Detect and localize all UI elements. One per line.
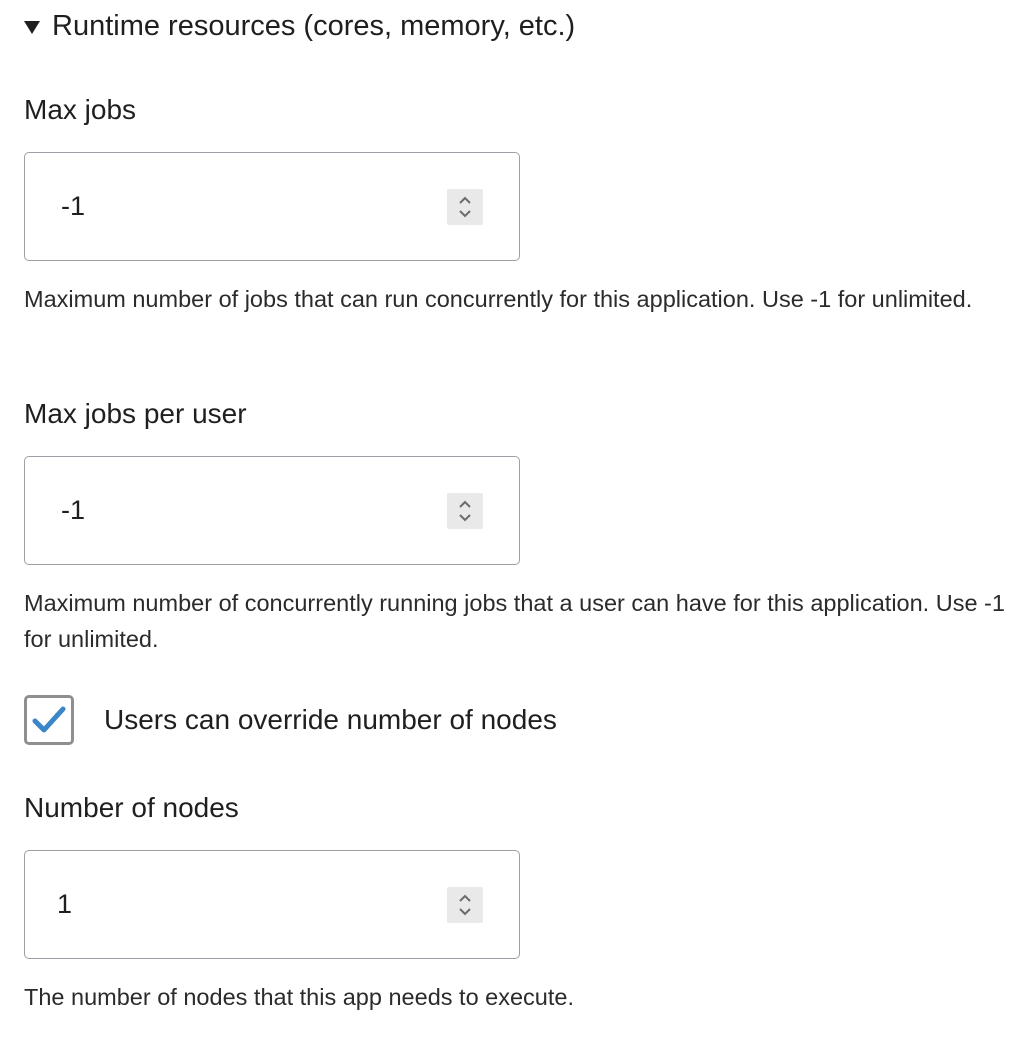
max-jobs-per-user-stepper[interactable] (447, 493, 483, 529)
number-of-nodes-label: Number of nodes (24, 792, 239, 823)
stepper-arrows-icon (447, 493, 483, 529)
runtime-resources-toggle[interactable] (24, 6, 575, 46)
number-of-nodes-help: The number of nodes that this app needs to execute. (24, 984, 575, 1010)
triangle-down-icon (24, 21, 40, 34)
stepper-arrows-icon (447, 887, 483, 923)
max-jobs-value: -1 (61, 191, 86, 221)
max-jobs-help: Maximum number of jobs that can run concurrently for this application. Use -1 for unlimited. (24, 286, 973, 312)
number-of-nodes-stepper[interactable] (447, 887, 483, 923)
max-jobs-stepper[interactable] (447, 189, 483, 225)
override-nodes-label: Users can override number of nodes (104, 703, 557, 735)
number-of-nodes-value: 1 (57, 889, 73, 919)
stepper-arrows-icon (447, 189, 483, 225)
override-nodes-row (24, 692, 557, 747)
section-title: Runtime resources (cores, memory, etc.) (52, 9, 576, 42)
max-jobs-per-user-input[interactable] (24, 456, 520, 565)
number-of-nodes-input[interactable] (24, 850, 520, 959)
override-nodes-checkbox[interactable] (24, 695, 74, 745)
max-jobs-per-user-help: Maximum number of concurrently running jobs that a user can have for this application. Use -1 for unlimited. (24, 590, 1005, 652)
max-jobs-label: Max jobs (24, 94, 137, 125)
max-jobs-input[interactable] (24, 152, 520, 261)
max-jobs-per-user-value: -1 (61, 495, 86, 525)
max-jobs-per-user-label: Max jobs per user (24, 398, 247, 429)
checkmark-icon (30, 701, 68, 739)
